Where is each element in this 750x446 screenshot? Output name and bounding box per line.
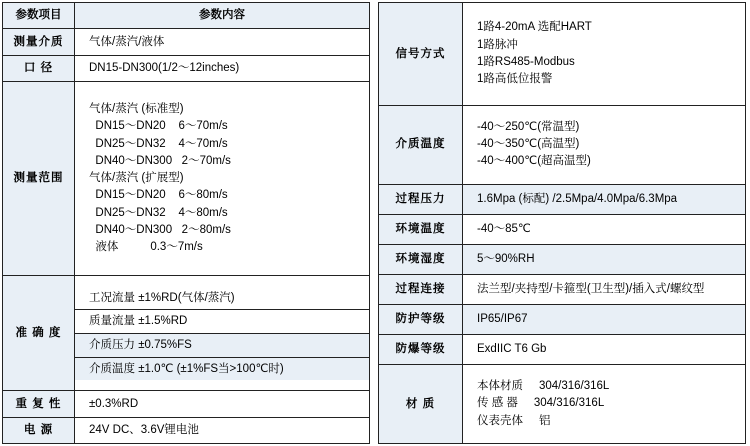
row-value-accuracy bbox=[75, 276, 370, 391]
table-row bbox=[379, 274, 746, 304]
row-label-range: 测量范围 bbox=[3, 81, 75, 276]
row-value-medium: 气体/蒸汽/液体 bbox=[75, 29, 370, 55]
row-value-signal bbox=[463, 3, 746, 106]
material-line-2: 传 感 器 304/316/316L bbox=[477, 397, 605, 410]
right-spec-table-wrapper bbox=[378, 2, 746, 444]
table-row bbox=[3, 55, 370, 81]
row-label-material: 材 质 bbox=[379, 365, 463, 444]
accuracy-line-4: 介质温度 ±1.0℃ (±1%FS当>100℃时) bbox=[75, 358, 369, 381]
row-value-ambient-temp: -40～85℃ bbox=[463, 214, 746, 244]
row-value-medium-temp bbox=[463, 105, 746, 184]
row-label-ambient-temp: 环境温度 bbox=[379, 214, 463, 244]
table-row bbox=[3, 417, 370, 443]
signal-line-3: 1路RS485-Modbus bbox=[477, 55, 575, 68]
row-label-process-connection: 过程连接 bbox=[379, 274, 463, 304]
range-line-3: DN25～DN32 4～70m/s bbox=[89, 137, 228, 150]
row-value-power: 24V DC、3.6V锂电池 bbox=[75, 417, 370, 443]
table-row bbox=[379, 214, 746, 244]
row-label-power: 电 源 bbox=[3, 417, 75, 443]
row-label-medium-temp: 介质温度 bbox=[379, 105, 463, 184]
accuracy-line-3: 介质压力 ±0.75%FS bbox=[75, 334, 369, 358]
table-row bbox=[379, 184, 746, 214]
row-value-ambient-humidity: 5～90%RH bbox=[463, 244, 746, 274]
range-line-1: 气体/蒸汽 (标准型) bbox=[89, 103, 184, 116]
accuracy-line-1: 工况流量 ±1%RD(气体/蒸汽) bbox=[75, 287, 369, 311]
right-spec-table bbox=[378, 2, 746, 444]
row-label-accuracy: 准 确 度 bbox=[3, 276, 75, 391]
table-row bbox=[3, 81, 370, 276]
table-row bbox=[379, 105, 746, 184]
range-line-9: 液体 0.3～7m/s bbox=[89, 241, 203, 254]
row-label-repeatability: 重 复 性 bbox=[3, 391, 75, 417]
row-label-medium: 测量介质 bbox=[3, 29, 75, 55]
table-row bbox=[379, 304, 746, 334]
table-row bbox=[379, 365, 746, 444]
range-line-2: DN15～DN20 6～70m/s bbox=[89, 120, 228, 133]
table-row bbox=[3, 29, 370, 55]
row-label-explosion-grade: 防爆等级 bbox=[379, 335, 463, 365]
row-label-diameter: 口 径 bbox=[3, 55, 75, 81]
medium-temp-line-1: -40～250℃(常温型) bbox=[477, 120, 580, 133]
range-line-7: DN25～DN32 4～80m/s bbox=[89, 206, 228, 219]
table-row bbox=[379, 335, 746, 365]
table-row bbox=[3, 391, 370, 417]
row-value-process-connection: 法兰型/夹持型/卡箍型(卫生型)/插入式/螺纹型 bbox=[463, 274, 746, 304]
medium-temp-line-2: -40～350℃(高温型) bbox=[477, 138, 580, 151]
range-line-6: DN15～DN20 6～80m/s bbox=[89, 189, 228, 202]
material-line-3: 仪表壳体 铝 bbox=[477, 414, 551, 427]
signal-line-1: 1路4-20mA 选配HART bbox=[477, 21, 592, 34]
header-cell-param: 参数项目 bbox=[3, 3, 75, 29]
header-cell-content: 参数内容 bbox=[75, 3, 370, 29]
row-value-repeatability: ±0.3%RD bbox=[75, 391, 370, 417]
signal-line-4: 1路高低位报警 bbox=[477, 73, 553, 86]
row-label-ambient-humidity: 环境湿度 bbox=[379, 244, 463, 274]
medium-temp-line-3: -40～400℃(超高温型) bbox=[477, 155, 591, 168]
row-label-signal: 信号方式 bbox=[379, 3, 463, 106]
row-value-protection-grade: IP65/IP67 bbox=[463, 304, 746, 334]
accuracy-line-2: 质量流量 ±1.5%RD bbox=[75, 310, 369, 334]
left-spec-table bbox=[2, 2, 370, 444]
range-line-8: DN40～DN300 2～80m/s bbox=[89, 223, 231, 236]
material-line-1: 本体材质 304/316/316L bbox=[477, 380, 610, 393]
row-value-process-pressure: 1.6Mpa (标配) /2.5Mpa/4.0Mpa/6.3Mpa bbox=[463, 184, 746, 214]
row-value-material bbox=[463, 365, 746, 444]
range-line-4: DN40～DN300 2～70m/s bbox=[89, 154, 231, 167]
range-line-5: 气体/蒸汽 (扩展型) bbox=[89, 172, 184, 185]
table-header-row bbox=[3, 3, 370, 29]
row-value-range bbox=[75, 81, 370, 276]
left-spec-table-wrapper bbox=[2, 2, 370, 444]
table-row bbox=[3, 276, 370, 391]
table-row bbox=[379, 3, 746, 106]
row-value-explosion-grade: ExdIIC T6 Gb bbox=[463, 335, 746, 365]
row-label-protection-grade: 防护等级 bbox=[379, 304, 463, 334]
row-value-diameter: DN15-DN300(1/2～12inches) bbox=[75, 55, 370, 81]
signal-line-2: 1路脉冲 bbox=[477, 38, 518, 51]
row-label-process-pressure: 过程压力 bbox=[379, 184, 463, 214]
table-row bbox=[379, 244, 746, 274]
